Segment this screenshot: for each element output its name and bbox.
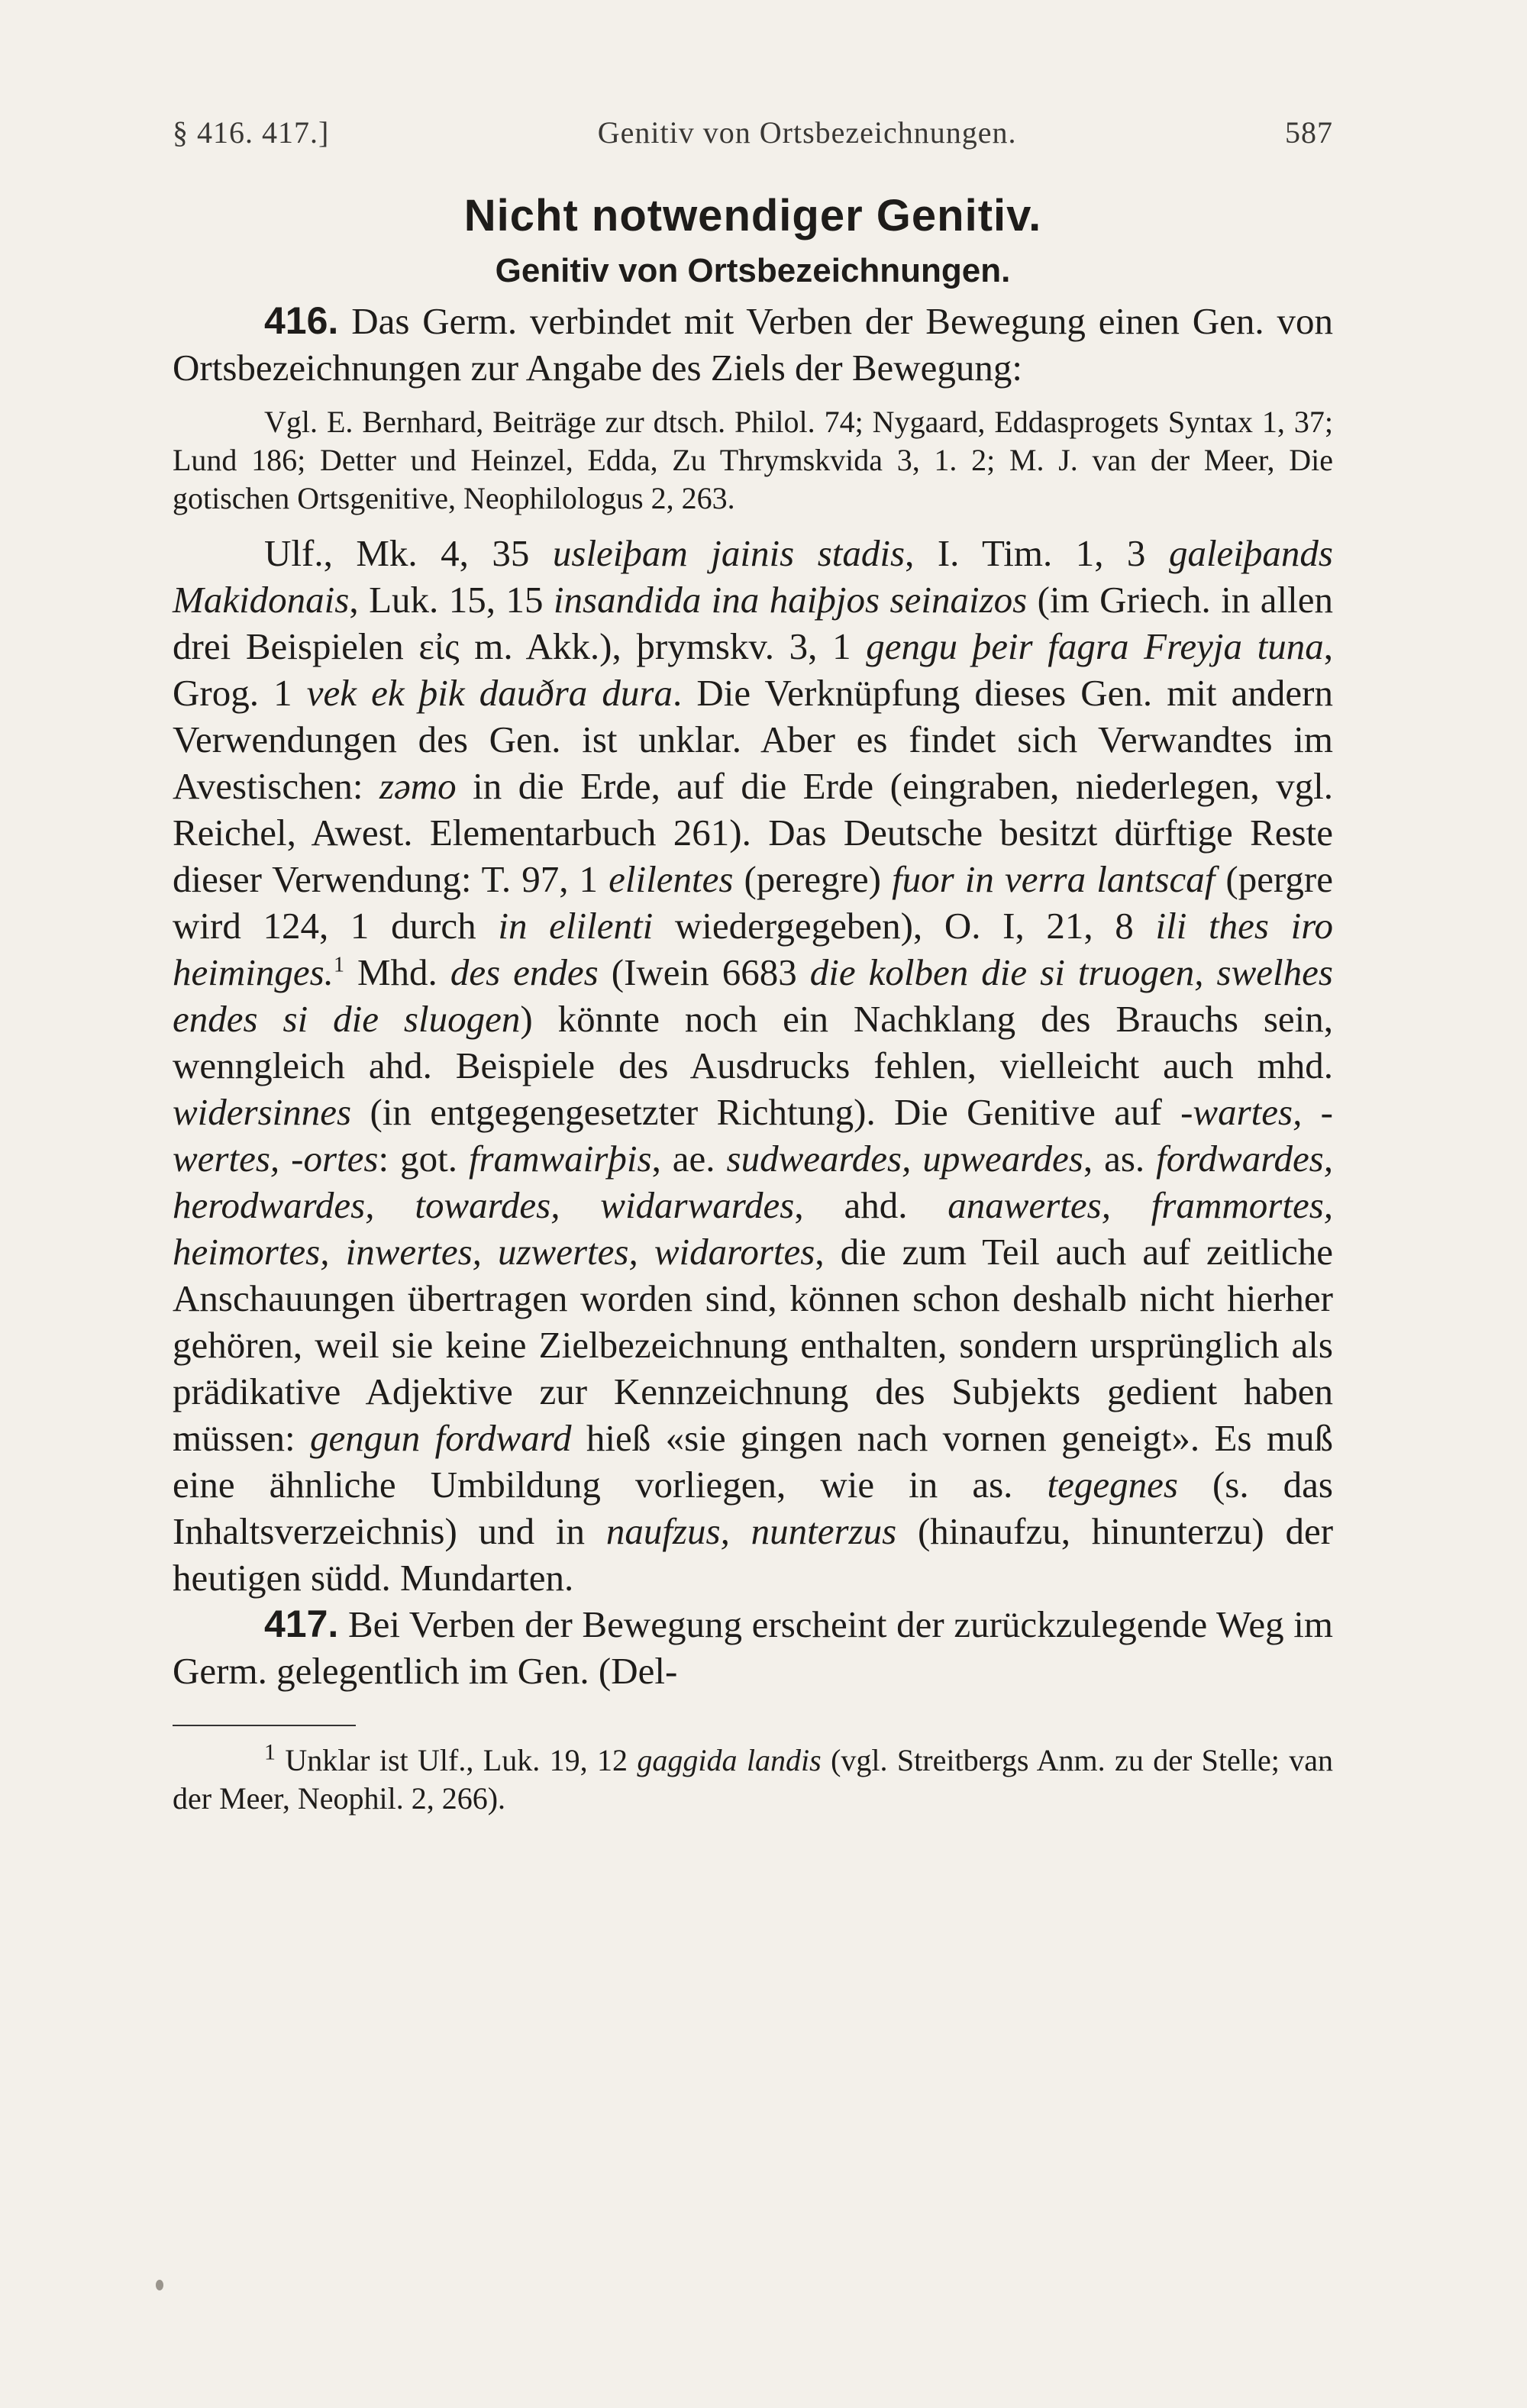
old-saxon-words: fordwardes, herodwardes, towardes, widarwardes [173,1138,1334,1226]
old-saxon-quote: gengun fordward [310,1417,572,1459]
footnote [173,1741,1333,1818]
gothic-quote: insandida ina haiþjos seinaizos [553,579,1028,621]
text-run: (hinaufzu, hinunterzu) der heutigen südd. Mundarten. [173,1510,1334,1599]
ohg-quote: fuor in verra lantscaf [892,858,1215,900]
text-run: (in entgegengesetzter Richtung). Die Genitive auf [351,1091,1181,1133]
mhg-word: widersinnes [173,1091,352,1133]
gothic-quote: galeiþands Makidonais [173,532,1333,621]
text-run: ) könnte noch ein Nachklang des Brauchs sein, wenngleich ahd. Beispiele des Ausdrucks fehlen, vielleicht auch mhd. [173,998,1334,1086]
avestan-word: zəmo [379,765,457,807]
text-run: , Grog. 1 [173,625,1333,714]
text-run: (pergre wird 124, 1 durch [173,858,1333,947]
old-norse-quote: vek ek þik dauðra dura [306,672,673,714]
text-run: Mhd. [344,951,450,993]
text-run: , die zum Teil auch auf zeitliche Anschauungen übertragen worden sind, können schon deshalb nicht hierher gehören, weil sie keine Zielbezeichnung enthalten, sondern ursprünglich als prädikative Adjektive zur Kennzeichnung des Subjekts gedient haben müssen: [173,1231,1334,1459]
text-run: , as. [1083,1138,1157,1180]
running-title: Genitiv von Ortsbezeichnungen. [597,115,1017,150]
paragraph-417-text: Bei Verben der Bewegung erscheint der zurückzulegende Weg im Germ. gelegentlich im Gen. (Del- [173,1603,1334,1692]
text-run: hieß «sie gingen nach vornen geneigt». Es muß eine ähnliche Umbildung vorliegen, wie in as. [173,1417,1333,1506]
gothic-quote: usleiþam jainis stadis [552,532,906,574]
text-run: , I. Tim. 1, 3 [905,532,1169,574]
mhg-word: des endes [450,951,599,993]
footnote-divider [173,1725,356,1726]
examples-paragraph [173,530,1333,1601]
section-title: Nicht notwendiger Genitiv. [463,191,1042,240]
paragraph-416 [173,298,1333,391]
text-run: , Luk. 15, 15 [349,579,554,621]
old-saxon-word: tegegnes [1047,1464,1178,1506]
mhg-quote: die kolben die si truogen, swelhes endes si die sluogen [173,951,1333,1040]
paragraph-number-416: 416. [264,299,339,342]
suffix-list: -wartes, -wertes, -ortes [173,1091,1333,1180]
dialect-words: naufzus, nunterzus [605,1510,897,1552]
text-run: (s. das Inhaltsverzeichnis) und in [173,1464,1333,1552]
ohg-words: anawertes, frammortes, heimortes, inwertes, uzwertes, widarortes [173,1184,1334,1273]
ohg-quote: in elilenti [498,905,654,947]
text-run: . Die Verknüpfung dieses Gen. mit andern Verwendungen des Gen. ist unklar. Aber es findet sich Verwandtes im Avestischen: [173,672,1333,807]
footnote-gothic-quote: gaggida landis [637,1743,822,1777]
footnote-text: Unklar ist Ulf., Luk. 19, 12 [276,1743,638,1777]
page-number: 587 [1284,115,1333,150]
footnote-marker: 1 [264,1739,276,1765]
paper-speck [156,2280,163,2290]
paragraph-417 [173,1601,1333,1694]
gothic-word: framwairþis [468,1138,652,1180]
text-run: (im Griech. in allen drei Beispielen εἰς m. Akk.), þrymskv. 3, 1 [173,579,1334,667]
text-run: (Iwein 6683 [598,951,810,993]
text-run: , ae. [651,1138,727,1180]
text-run: in die Erde, auf die Erde (eingraben, niederlegen, vgl. Reichel, Awest. Elementarbuch 261). Das Deutsche besitzt dürftige Reste dieser Verwendung: T. 97, 1 [173,765,1333,900]
ohg-quote: ili thes iro heiminges. [173,905,1333,993]
text-run: , ahd. [794,1184,948,1226]
literature-references: Vgl. E. Bernhard, Beiträge zur dtsch. Philol. 74; Nygaard, Eddasprogets Syntax 1, 37; Lund 186; Detter und Heinzel, Edda, Zu Thrymskvida 3, 1. 2; M. J. van der Meer, Die gotischen Ortsgenitive, Neophilologus 2, 263. [173,405,1333,515]
paragraph-number-417: 417. [264,1603,339,1645]
section-reference: § 416. 417.] [173,115,330,150]
book-page [173,115,1333,1818]
text-run: Ulf., Mk. 4, 35 [264,532,553,574]
text-run: wiedergegeben), O. I, 21, 8 [653,905,1156,947]
old-norse-quote: gengu þeir fagra Freyja tuna [866,625,1324,667]
old-english-words: sudweardes, upweardes [726,1138,1083,1180]
running-head [173,115,1333,150]
paragraph-416-text: Das Germ. verbindet mit Verben der Bewegung einen Gen. von Ortsbezeichnungen zur Angabe des Ziels der Bewegung: [173,300,1333,389]
section-subtitle: Genitiv von Ortsbezeichnungen. [495,252,1011,289]
text-run: (peregre) [733,858,893,900]
footnote-reference: 1 [333,953,344,977]
ohg-word: elilentes [609,858,734,900]
footnote-text: (vgl. Streitbergs Anm. zu der Stelle; van der Meer, Neophil. 2, 266). [173,1743,1334,1816]
text-run: : got. [378,1138,469,1180]
